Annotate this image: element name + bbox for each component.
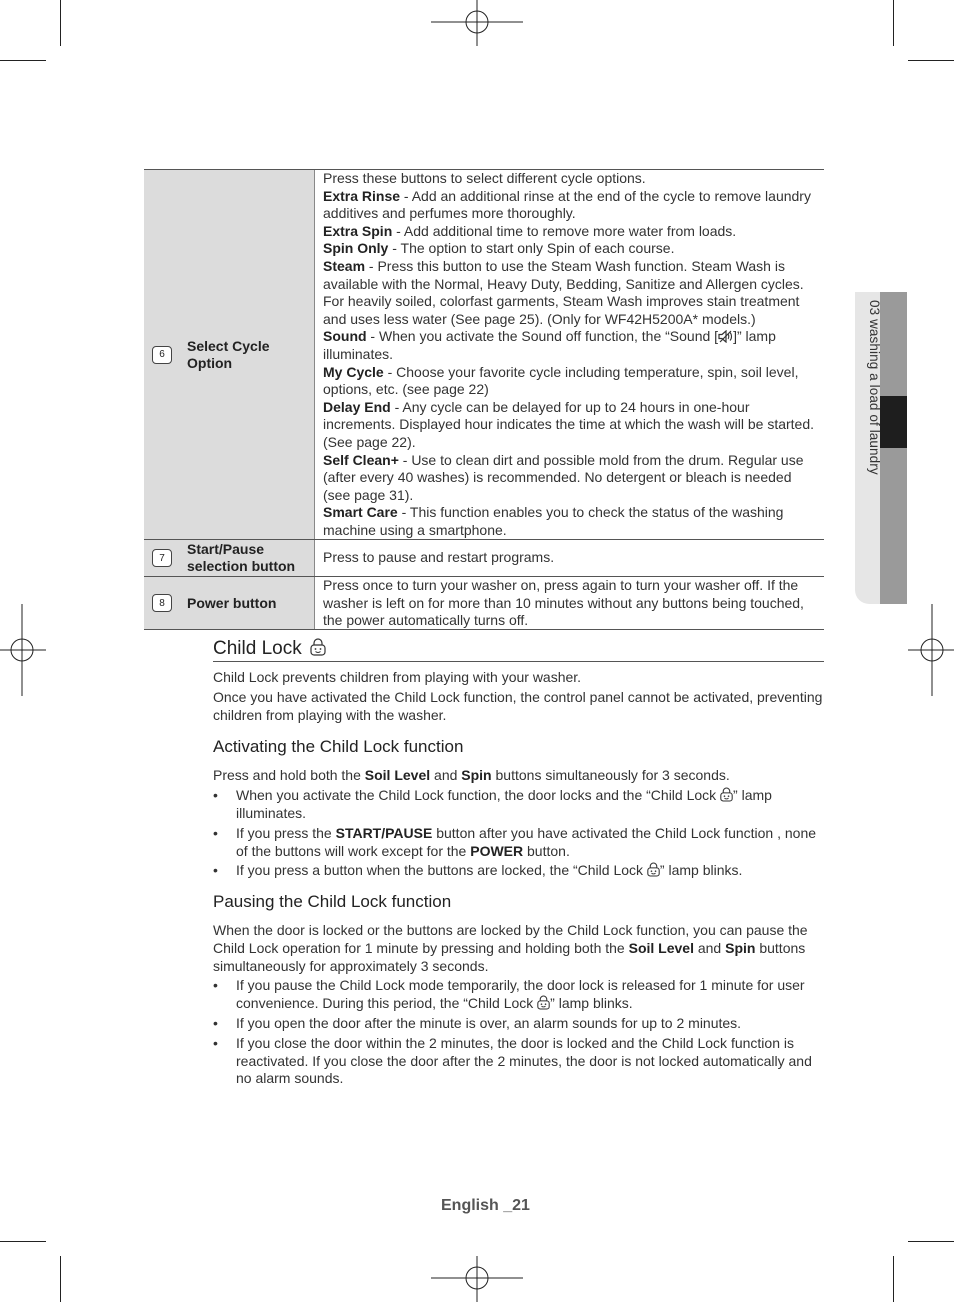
option-smart-care: Smart Care - This function enables you to check the status of the washing machine using a smartphone. [323, 504, 784, 538]
row-description-cell [315, 170, 824, 539]
chapter-tab-label: 03 washing a load of laundry [867, 300, 882, 475]
control-panel-table [144, 169, 824, 630]
section-title-text: Child Lock [213, 638, 302, 659]
chapter-tab-bar [880, 292, 907, 604]
pausing-intro: When the door is locked or the buttons are locked by the Child Lock function, you can pause the Child Lock operation for 1 minute by pressing and holding both the Soil Level and Spin buttons simultaneously for approximately 3 seconds. [213, 922, 808, 974]
section-title [213, 638, 824, 662]
registration-mark [431, 1256, 523, 1302]
crop-mark [0, 1241, 46, 1242]
row-label: Select Cycle Option [187, 337, 270, 371]
list-item: • If you press the START/PAUSE button after you have activated the Child Lock function , none of the buttons will work except for the POWER button. [213, 825, 817, 859]
option-steam: Steam - Press this button to use the Steam Wash function. Steam Wash is available with the Normal, Heavy Duty, Bedding, Sanitize and Allergen cycles. For heavily soiled, colorfast garments, Steam Wash improves stain treatment and uses less water (See page 25). (Only for WF42H5200A* models.) [323, 257, 804, 327]
subsection-title-activating: Activating the Child Lock function [213, 737, 464, 756]
child-lock-icon [647, 862, 660, 877]
sound-off-icon [718, 330, 733, 343]
option-my-cycle: My Cycle - Choose your favorite cycle including temperature, spin, soil level, options, etc. (see page 22) [323, 363, 799, 398]
subsection-title-pausing: Pausing the Child Lock function [213, 892, 452, 911]
registration-mark [0, 604, 46, 696]
row-description: Press to pause and restart programs. [323, 549, 555, 566]
child-lock-icon [310, 638, 326, 656]
row-number-badge: 8 [152, 594, 172, 612]
list-item: • If you close the door within the 2 minutes, the door is locked and the Child Lock function is reactivated. If you close the door after the 2 minutes, the door is not locked automatically and no alarm sounds. [213, 1035, 812, 1086]
registration-mark [431, 0, 523, 46]
crop-mark [908, 60, 954, 61]
row-number-badge: 6 [152, 346, 172, 364]
option-extra-rinse: Extra Rinse - Add an additional rinse at the end of the cycle to remove laundry additives and perfumes more thoroughly. [323, 187, 811, 222]
option-spin-only: Spin Only - The option to start only Spin of each course. [323, 240, 675, 257]
crop-mark [60, 0, 61, 46]
row-label: Start/Pause selection button [187, 541, 296, 574]
cycle-option-intro: Press these buttons to select different cycle options. [323, 170, 646, 186]
registration-mark [908, 604, 954, 696]
crop-mark [60, 1256, 61, 1302]
option-delay-end: Delay End - Any cycle can be delayed for up to 24 hours in one-hour increments. Displayed hour indicates the time at which the wash will be started. (See page 22). [323, 398, 815, 450]
option-sound: Sound - When you activate the Sound off function, the “Sound [ ]” lamp illuminates. [323, 328, 776, 362]
crop-mark [893, 0, 894, 46]
list-item: • If you pause the Child Lock mode temporarily, the door lock is released for 1 minute for user convenience. During this period, the “Child Lock ” lamp blinks. [213, 977, 805, 1011]
row-number-badge: 7 [152, 549, 172, 567]
row-description-cell [315, 577, 824, 629]
list-item: • If you open the door after the minute is over, an alarm sounds for up to 2 minutes. [213, 1015, 742, 1031]
row-description-cell [315, 540, 824, 576]
crop-mark [893, 1256, 894, 1302]
table-row [144, 540, 824, 577]
activating-intro: Press and hold both the Soil Level and Spin buttons simultaneously for 3 seconds. [213, 767, 730, 783]
list-item: • When you activate the Child Lock function, the door locks and the “Child Lock ” lamp illuminates. [213, 787, 772, 821]
child-lock-icon [537, 995, 550, 1010]
child-lock-description: Child Lock prevents children from playing with your washer. [213, 669, 582, 685]
chapter-tab-marker [880, 396, 907, 448]
table-row [144, 170, 824, 540]
crop-mark [908, 1241, 954, 1242]
crop-mark [0, 60, 46, 61]
option-extra-spin: Extra Spin - Add additional time to remove more water from loads. [323, 222, 737, 239]
row-label-cell [144, 540, 315, 576]
child-lock-note: Once you have activated the Child Lock function, the control panel cannot be activated, preventing children from playing with the washer. [213, 689, 823, 723]
option-self-clean: Self Clean+ - Use to clean dirt and possible mold from the drum. Regular use (after every 40 washes) is recommended. No detergent or bleach is needed (see page 31). [323, 451, 804, 503]
page-number: English _21 [441, 1197, 530, 1214]
table-row [144, 577, 824, 630]
row-description: Press once to turn your washer on, press again to turn your washer off. If the washer is left on for more than 10 minutes without any buttons being touched, the power automatically turns off. [323, 577, 804, 629]
row-label: Power button [187, 594, 277, 611]
child-lock-icon [720, 787, 733, 802]
row-label-cell [144, 577, 315, 629]
row-label-cell [144, 170, 315, 539]
list-item: • If you press a button when the buttons are locked, the “Child Lock ” lamp blinks. [213, 862, 743, 878]
